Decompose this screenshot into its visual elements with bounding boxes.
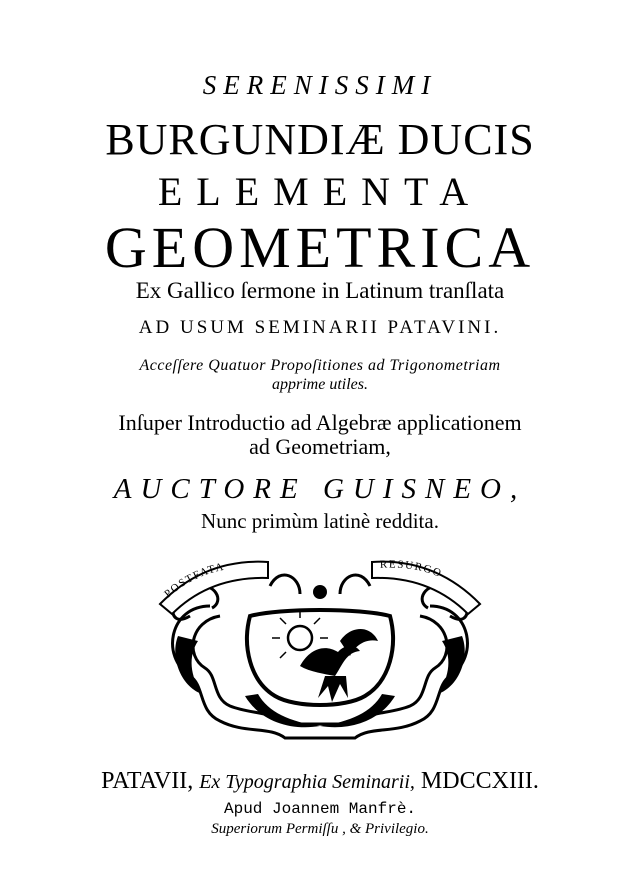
title-line-serenissimi: SERENISSIMI: [202, 70, 438, 100]
banner-left-text: POSTFATA: [162, 560, 226, 601]
subtitle-translation: Ex Gallico ſermone in Latinum tranſlata: [135, 278, 505, 303]
imprint-permission: Superiorum Permiſſu , & Privilegio.: [211, 821, 429, 837]
imprint-line: [0, 768, 640, 795]
imprint-printer: Apud Joannem Manfrè.: [223, 800, 417, 818]
subtitle-propositions: Acceſſere Quatuor Propoſitiones ad Trigonometriam: [139, 357, 501, 374]
subtitle-introduction: Inſuper Introductio ad Algebræ applicationem: [118, 410, 522, 435]
imprint-city: PATAVII,: [101, 768, 194, 794]
edition-note: Nunc primùm latinè reddita.: [201, 509, 439, 533]
title-line-geometrica: GEOMETRICA: [104, 215, 536, 280]
imprint-press: Ex Typographia Seminarii,: [199, 771, 415, 793]
imprint-year: MDCCXIII.: [420, 768, 539, 794]
subtitle-propositions-cont: apprime utiles.: [272, 376, 368, 393]
title-line-elementa: ELEMENTA: [157, 169, 483, 214]
subtitle-seminary-use: AD USUM SEMINARII PATAVINI.: [138, 317, 502, 338]
title-line-burgundiae-ducis: BURGUNDIÆ DUCIS: [105, 115, 535, 164]
printers-device-emblem: [150, 546, 490, 746]
author-line: AUCTORE GUISNEO,: [113, 473, 527, 505]
subtitle-introduction-cont: ad Geometriam,: [249, 434, 391, 459]
banner-right-text: RESURGO: [379, 558, 444, 581]
